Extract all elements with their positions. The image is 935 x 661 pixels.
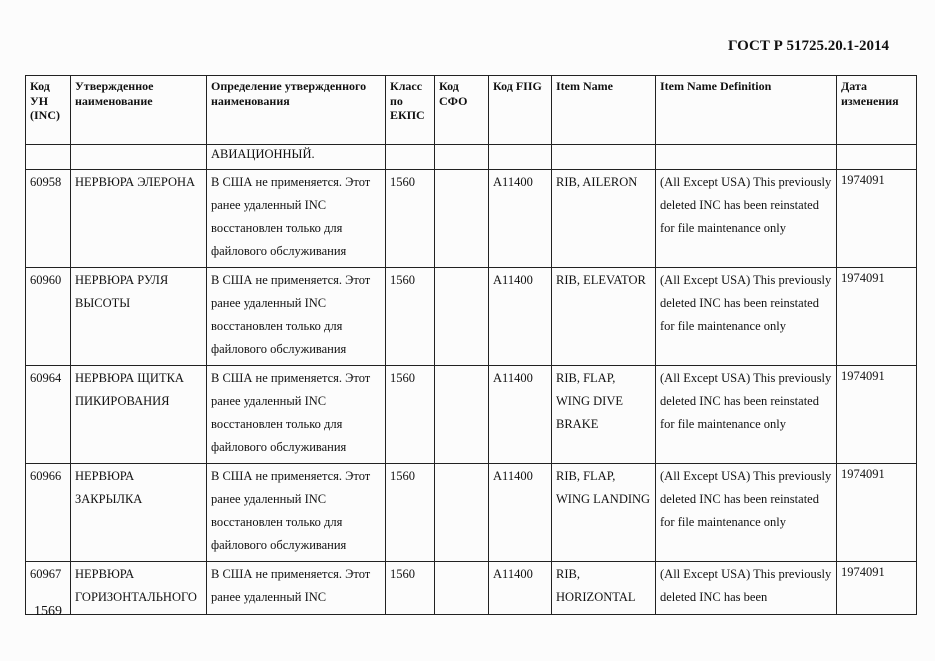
cell-ekps-class: 1560 [386,562,435,615]
cell-ekps-class: 1560 [386,268,435,366]
cell-inc: 60966 [26,464,71,562]
inc-table [25,75,917,615]
page-number: 1569 [34,604,62,619]
cell-sfo-code [435,366,489,464]
cell-inc: 60967 [26,562,71,615]
cell-item-name-definition: (All Except USA) This previously deleted INC has been reinstated for file maintenance only [656,268,837,366]
cell-approved-name: НЕРВЮРА ГОРИЗОНТАЛЬНОГО [71,562,207,615]
cell-fiig-code: A11400 [489,366,552,464]
cell-item-name: RIB, FLAP, WING DIVE BRAKE [552,366,656,464]
col-header-inc: Код УН (INC) [26,76,71,145]
cell-definition: В США не применяется. Этот ранее удаленный INC восстановлен только для файлового обслуживания [207,464,386,562]
cell-sfo-code [435,562,489,615]
cell-item-name: RIB, AILERON [552,170,656,268]
cell-sfo-code [435,268,489,366]
cell-change-date: 1974091 [837,268,917,366]
col-header-approved-name: Утвержденное наименование [71,76,207,145]
cell-change-date: 1974091 [837,170,917,268]
cell-fiig-code: A11400 [489,464,552,562]
cell-definition: В США не применяется. Этот ранее удаленный INC восстановлен только для файлового обслуживания [207,366,386,464]
cell-ekps-class: 1560 [386,366,435,464]
table-row [26,562,917,615]
cell-item-name: RIB, ELEVATOR [552,268,656,366]
cell-inc: 60958 [26,170,71,268]
col-header-ekps-class: Класс по ЕКПС [386,76,435,145]
cell-sfo-code [435,464,489,562]
cell-change-date: 1974091 [837,562,917,615]
table-row [26,366,917,464]
cell-fiig-code: A11400 [489,268,552,366]
cell-change-date: 1974091 [837,464,917,562]
cell-ekps-class: 1560 [386,170,435,268]
table-row [26,464,917,562]
cell-approved-name: НЕРВЮРА ЩИТКА ПИКИРОВАНИЯ [71,366,207,464]
cell-fiig-code: A11400 [489,562,552,615]
col-header-definition: Определение утвержденного наименования [207,76,386,145]
col-header-sfo-code: Код СФО [435,76,489,145]
cell-sfo-code [435,170,489,268]
continuation-row [26,145,917,170]
col-header-item-name: Item Name [552,76,656,145]
cell-fiig-code: A11400 [489,170,552,268]
header-row [26,76,917,145]
cell-definition: В США не применяется. Этот ранее удаленный INC восстановлен только для файлового обслуживания [207,268,386,366]
cell-approved-name: НЕРВЮРА ЭЛЕРОНА [71,170,207,268]
cell-item-name-definition: (All Except USA) This previously deleted INC has been [656,562,837,615]
col-header-fiig-code: Код FIIG [489,76,552,145]
cell-inc: 60960 [26,268,71,366]
col-header-item-name-definition: Item Name Definition [656,76,837,145]
col-header-change-date: Дата изменения [837,76,917,145]
table-row [26,170,917,268]
continuation-text: АВИАЦИОННЫЙ. [207,145,386,170]
cell-item-name-definition: (All Except USA) This previously deleted INC has been reinstated for file maintenance only [656,464,837,562]
cell-item-name-definition: (All Except USA) This previously deleted INC has been reinstated for file maintenance only [656,366,837,464]
cell-inc: 60964 [26,366,71,464]
cell-definition: В США не применяется. Этот ранее удаленный INC [207,562,386,615]
cell-item-name: RIB, FLAP, WING LANDING [552,464,656,562]
cell-approved-name: НЕРВЮРА РУЛЯ ВЫСОТЫ [71,268,207,366]
cell-ekps-class: 1560 [386,464,435,562]
cell-definition: В США не применяется. Этот ранее удаленный INC восстановлен только для файлового обслуживания [207,170,386,268]
cell-approved-name: НЕРВЮРА ЗАКРЫЛКА [71,464,207,562]
cell-change-date: 1974091 [837,366,917,464]
standard-designation: ГОСТ Р 51725.20.1-2014 [727,38,889,54]
cell-item-name: RIB, HORIZONTAL [552,562,656,615]
table-row [26,268,917,366]
cell-item-name-definition: (All Except USA) This previously deleted INC has been reinstated for file maintenance only [656,170,837,268]
